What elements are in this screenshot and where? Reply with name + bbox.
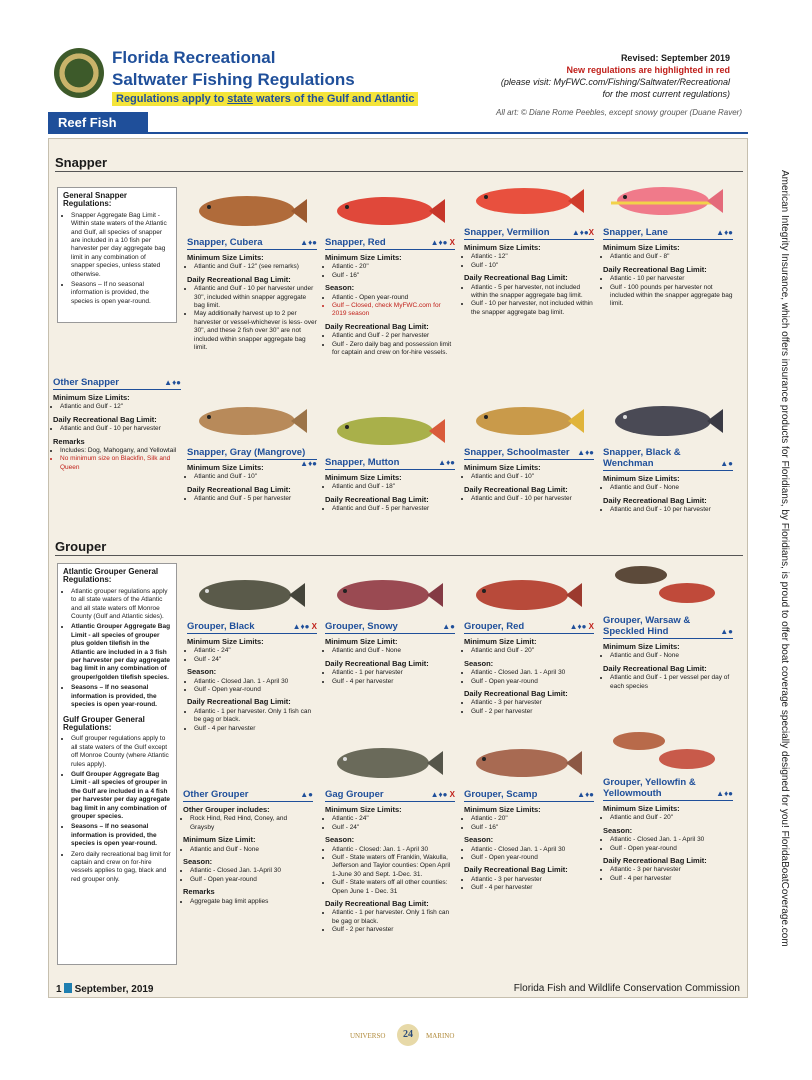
universo-marino-logo: UNIVERSO 24 MARINO	[350, 1022, 470, 1052]
red-grouper-image	[464, 571, 594, 621]
snowy-grouper-card: Grouper, Snowy ▲● Minimum Size Limit: • Atlantic and Gulf - None Daily Recreational Bag Limit: • Atlantic - 1 per harvester • Gulf - 4 per harvester	[325, 571, 455, 686]
scamp-grouper-card: Grouper, Scamp ▲♦● Minimum Size Limits: • Atlantic - 20" • Gulf - 16" Season: • Atlantic - Closed Jan. 1 - April 30 • Gulf - Open year-round Daily Recreational Bag Limit: • Atlantic - 3 per harvester • Gulf - 4 per harvester	[464, 739, 594, 893]
vermilion-snapper-image	[464, 177, 594, 227]
other-snapper-card: Other Snapper ▲♦● Minimum Size Limits: • Atlantic and Gulf - 12" Daily Recreational Bag Limit: • Atlantic and Gulf - 10 per harvester Remarks • Includes: Dog, Mahogany, and Yellowtail • No minimum size on Blackfin, Silk and Queen	[53, 377, 181, 472]
subtitle: Regulations apply to state waters of the Gulf and Atlantic	[112, 92, 418, 106]
black-grouper-card: Grouper, Black ▲♦● X Minimum Size Limits: • Atlantic - 24" • Gulf - 24" Season: • Atlantic - Closed Jan. 1 - April 30 • Gulf - Open year-round Daily Recreational Bag Limit: • Atlantic - 1 per harvester. Only 1 fish can be gag or black. • Gulf - 4 per harvester	[187, 571, 317, 733]
page-footer	[48, 983, 748, 997]
lane-snapper-image	[603, 177, 733, 227]
revision-info: Revised: September 2019 New regulations are highlighted in red (please visit: MyFWC.com/Fishing/Saltwater/Recreational for the most current regulations)	[500, 53, 730, 99]
red-grouper-card: Grouper, Red ▲♦● X Minimum Size Limit: • Atlantic and Gulf - 20" Season: • Atlantic - Closed Jan. 1 - April 30 • Gulf - Open year-round Daily Recreational Bag Limit: • Atlantic - 3 per harvester • Gulf - 2 per harvester	[464, 571, 594, 716]
mutton-snapper-card: Snapper, Mutton ▲♦● Minimum Size Limits: • Atlantic and Gulf - 18" Daily Recreational Bag Limit: • Atlantic and Gulf - 5 per harvester	[325, 407, 455, 514]
cubera-snapper-image	[187, 187, 317, 237]
page-number: 1	[56, 984, 62, 995]
footer-date: September, 2019	[74, 984, 154, 995]
black-snapper-image	[603, 397, 733, 447]
lane-snapper-card: Snapper, Lane ▲♦● Minimum Size Limits: • Atlantic and Gulf - 8" Daily Recreational Bag Limit: • Atlantic - 10 per harvester • Gulf - 100 pounds per harvester not included within the snapper aggregate bag limit.	[603, 177, 733, 309]
black-snapper-card: Snapper, Black & Wenchman ▲● Minimum Size Limits: • Atlantic and Gulf - None Daily Recreational Bag Limit: • Atlantic and Gulf - 10 per harvester	[603, 397, 733, 515]
warsaw-grouper-image	[603, 557, 733, 613]
yellowfin-grouper-card: Grouper, Yellowfin & Yellowmouth ▲♦● Minimum Size Limits: • Atlantic and Gulf - 20" Season: • Atlantic - Closed Jan. 1 - April 30 • Gulf - Open year-round Daily Recreational Bag Limit: • Atlantic - 3 per harvester • Gulf - 4 per harvester	[603, 725, 733, 883]
section-tab: Reef Fish	[48, 112, 148, 134]
red-snapper-image	[325, 187, 455, 237]
schoolmaster-snapper-card: Snapper, Schoolmaster ▲♦● Minimum Size Limits: • Atlantic and Gulf - 10" Daily Recreational Bag Limit: • Atlantic and Gulf - 10 per harvester	[464, 397, 594, 504]
schoolmaster-snapper-image	[464, 397, 594, 447]
art-credit: All art: © Diane Rome Peebles, except snowy grouper (Duane Raver)	[495, 108, 742, 117]
red-snapper-card: Snapper, Red ▲♦● X Minimum Size Limits: • Atlantic - 20" • Gulf - 16" Season: • Atlantic - Open year-round • Gulf – Closed, check MyFWC.com for 2019 season Daily Recreational Bag Limit: • Atlantic and Gulf - 2 per harvester • Gulf - Zero daily bag and possession limit for captain and crew on for-hire vessels.	[325, 187, 455, 357]
scamp-grouper-image	[464, 739, 594, 789]
side-advert: American Integrity Insurance, which offers insurance products for Floridians, by Floridians, is proud to offer boat coverage specially designed for you! FloridaBoatCoverage.com	[779, 170, 790, 947]
general-snapper-box: General Snapper Regulations: • Snapper Aggregate Bag Limit - Within state waters of the Atlantic and Gulf, all species of snapper are included in a 10 fish per harvester per day aggregate bag limit in any combination of snapper species, unless stated otherwise. • Seasons – If no seasonal information is provided, the species is open year-round.	[57, 187, 177, 323]
cubera-snapper-card: Snapper, Cubera ▲♦● Minimum Size Limits: • Atlantic and Gulf - 12" (see remarks) Daily Recreational Bag Limit: • Atlantic and Gulf - 10 per harvester under 30", included within snapper aggregate bag limit. • May additionally harvest up to 2 per harvester or vessel-whichever is less- over 30", and these 2 fish over 30" are not included within snapper aggregate bag limit.	[187, 187, 317, 352]
title-line2: Saltwater Fishing Regulations	[112, 70, 355, 89]
yellowfin-grouper-image	[603, 725, 733, 777]
reef-fish-band	[48, 108, 748, 134]
snapper-heading: Snapper	[55, 155, 108, 170]
fwc-seal-icon	[54, 48, 104, 98]
black-grouper-image	[187, 571, 317, 621]
gray-snapper-card: Snapper, Gray (Mangrove) ▲♦● Minimum Size Limits: • Atlantic and Gulf - 10" Daily Recreational Bag Limit: • Atlantic and Gulf - 5 per harvester	[187, 397, 317, 504]
agency-name: Florida Fish and Wildlife Conservation Commission	[513, 983, 740, 994]
mutton-snapper-image	[325, 407, 455, 457]
regulations-panel	[48, 138, 748, 998]
vermilion-snapper-card: Snapper, Vermilion ▲♦●X Minimum Size Limits: • Atlantic - 12" • Gulf - 10" Daily Recreational Bag Limit: • Atlantic - 5 per harvester, not included within the snapper aggregate bag limit. • Gulf - 10 per harvester, not included within the snapper aggregate bag limit.	[464, 177, 594, 317]
general-grouper-box: Atlantic Grouper General Regulations: • Atlantic grouper regulations apply to all state waters of the Atlantic and all state waters off Monroe County (Gulf and Atlantic sides). • Atlantic Grouper Aggregate Bag Limit - all species of grouper plus golden tilefish in the Atlantic are included in a 3 fish per harvester per day aggregate bag limit in any combination of grouper/golden tilefish species. • Seasons – If no seasonal information is provided, the species is open year-round. Gulf Grouper General Regulations: • Gulf grouper regulations apply to all state waters of the Gulf except off Monroe County (where Atlantic rules apply). • Gulf Grouper Aggregate Bag Limit - all species of grouper in the Gulf are included in a 4 fish per harvester per day aggregate bag limit in any combination of grouper species. • Seasons – If no seasonal information is provided, the species is open year-round. • Zero daily recreational bag limit for captain and crew on for-hire vessels applies to gag, black and red grouper only.	[57, 563, 177, 965]
warsaw-grouper-card: Grouper, Warsaw & Speckled Hind ▲● Minimum Size Limits: • Atlantic and Gulf - None Daily Recreational Bag Limit: • Atlantic and Gulf - 1 per vessel per day of each species	[603, 557, 733, 691]
title-line1: Florida Recreational	[112, 48, 276, 67]
grouper-heading: Grouper	[55, 539, 107, 554]
snowy-grouper-image	[325, 571, 455, 621]
gray-snapper-image	[187, 397, 317, 447]
gag-grouper-image	[325, 739, 455, 789]
gag-grouper-card: Gag Grouper ▲♦● X Minimum Size Limits: • Atlantic - 24" • Gulf - 24" Season: • Atlantic - Closed: Jan. 1 - April 30 • Gulf - State waters off Franklin, Wakulla, Jefferson and Taylor counties: Open April 1-June 30 and Sept. 1-Dec. 31. • Gulf - State waters off all other counties: Open June 1 - Dec. 31 Daily Recreational Bag Limit: • Atlantic - 1 per harvester. Only 1 fish can be gag or black. • Gulf - 2 per harvester	[325, 739, 455, 935]
other-grouper-card: Other Grouper ▲● Other Grouper includes: • Rock Hind, Red Hind, Coney, and Graysby Minimum Size Limit: • Atlantic and Gulf - None Season: • Atlantic - Closed Jan. 1-April 30 • Gulf - Open year-round Remarks • Aggregate bag limit applies	[183, 789, 313, 906]
